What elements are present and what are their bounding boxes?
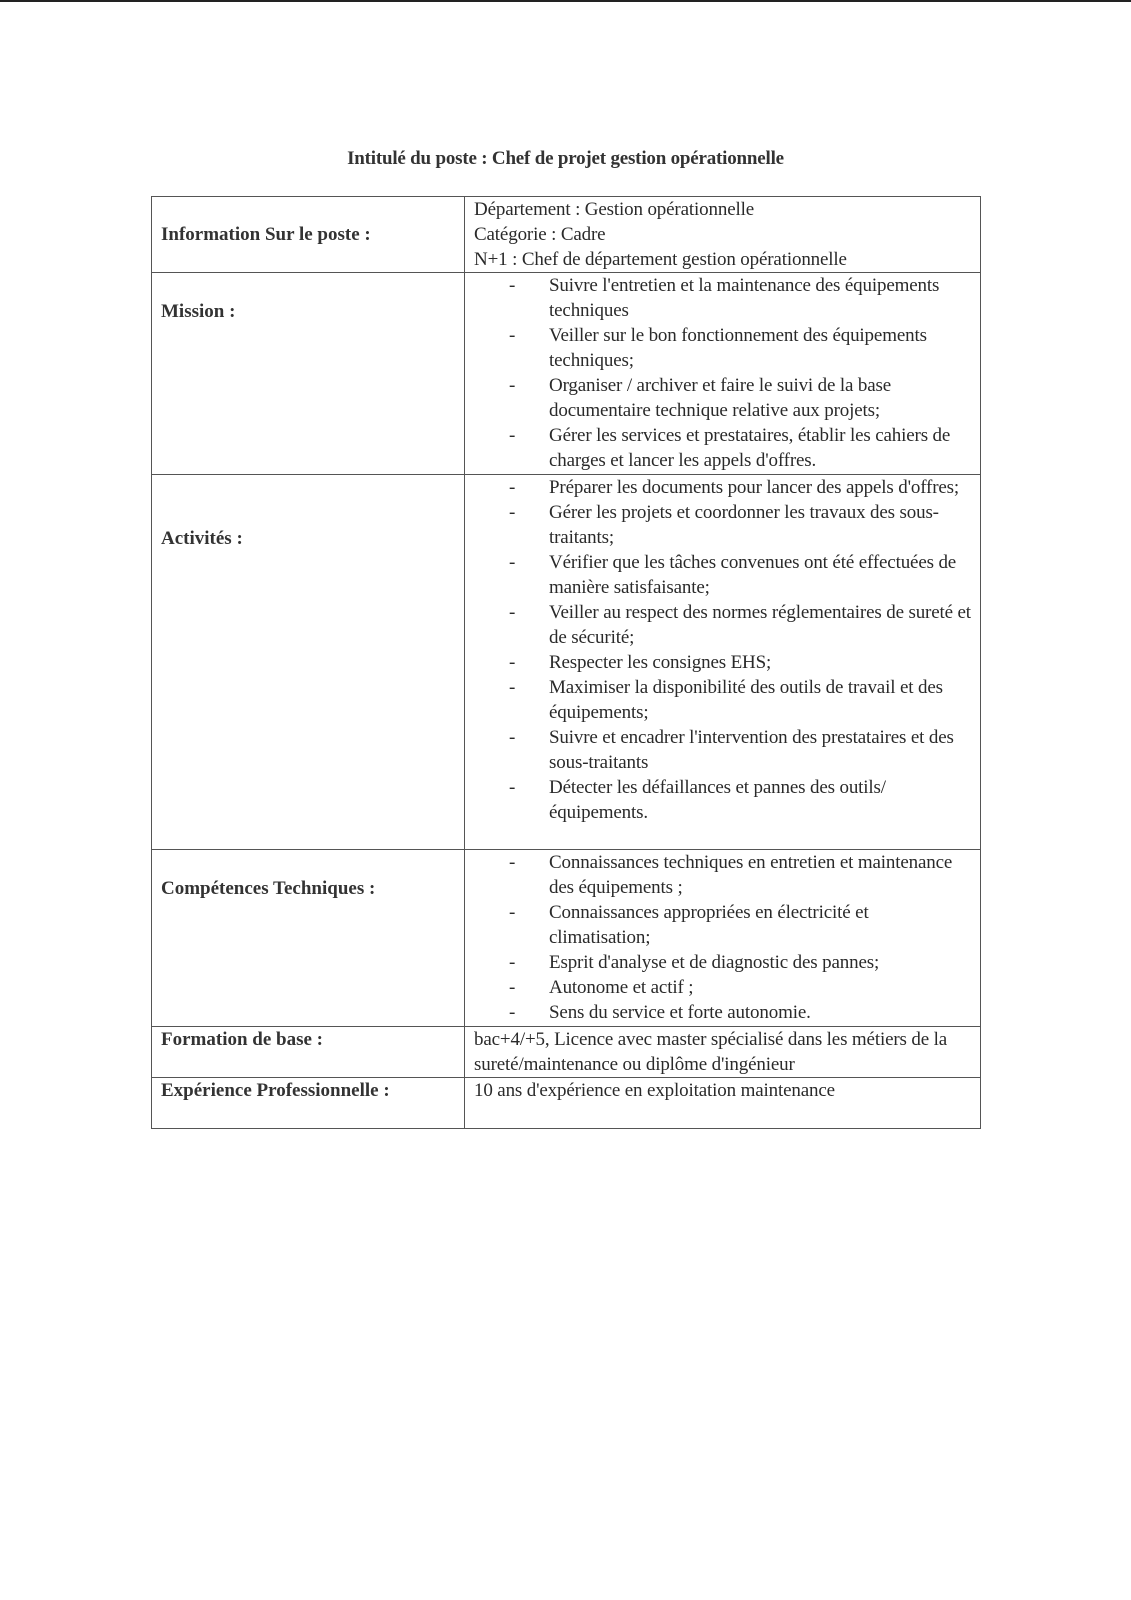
competences-list-cell [465, 850, 981, 1027]
list-item [474, 373, 974, 423]
list-item-text: Sens du service et forte autonomie. [549, 1002, 811, 1023]
manager-line: N+1 : Chef de département gestion opérationnelle [474, 249, 847, 270]
row-label-text: Activités : [161, 528, 243, 549]
table-row-competences [152, 850, 981, 1027]
list-item-text: Gérer les services et prestataires, établir les cahiers de charges et lancer les appels d'offres. [549, 425, 951, 471]
bullet-dash: - [509, 552, 516, 573]
table-row-experience [152, 1078, 981, 1129]
bullet-dash: - [509, 1002, 516, 1023]
job-description-table [151, 196, 981, 1129]
table-row-activites [152, 475, 981, 850]
list-item [474, 775, 974, 825]
list-item-text: Veiller sur le bon fonctionnement des équipements techniques; [549, 325, 927, 371]
list-item [474, 475, 974, 500]
list-item-text: Suivre l'entretien et la maintenance des équipements techniques [549, 275, 940, 321]
list-item-text: Gérer les projets et coordonner les travaux des sous-traitants; [549, 502, 939, 548]
formation-text: bac+4/+5, Licence avec master spécialisé dans les métiers de la sureté/maintenance ou diplôme d'ingénieur [465, 1027, 981, 1078]
activites-list [474, 475, 974, 825]
list-item-text: Respecter les consignes EHS; [549, 652, 772, 673]
list-item-text: Maximiser la disponibilité des outils de travail et des équipements; [549, 677, 943, 723]
list-item [474, 850, 974, 900]
list-item-text: Autonome et actif ; [549, 977, 694, 998]
bullet-dash: - [509, 502, 516, 523]
list-item [474, 975, 974, 1000]
bullet-dash: - [509, 977, 516, 998]
bullet-dash: - [509, 902, 516, 923]
row-label-text: Compétences Techniques : [161, 878, 376, 899]
list-item [474, 1000, 974, 1025]
list-item-text: Suivre et encadrer l'intervention des prestataires et des sous-traitants [549, 727, 954, 773]
department-line: Département : Gestion opérationnelle [474, 199, 755, 220]
list-item [474, 550, 974, 600]
bullet-dash: - [509, 652, 516, 673]
bullet-dash: - [509, 477, 516, 498]
table-row-formation [152, 1027, 981, 1078]
bullet-dash: - [509, 777, 516, 798]
row-label [152, 475, 465, 850]
experience-text: 10 ans d'expérience en exploitation maintenance [465, 1078, 981, 1129]
row-label-text: Mission : [161, 301, 236, 322]
list-item [474, 273, 974, 323]
bullet-dash: - [509, 602, 516, 623]
list-item-text: Veiller au respect des normes réglementaires de sureté et de sécurité; [549, 602, 971, 648]
list-item-text: Esprit d'analyse et de diagnostic des pannes; [549, 952, 880, 973]
table-row-mission [152, 273, 981, 475]
row-label: Information Sur le poste : [152, 197, 465, 273]
list-item-text: Organiser / archiver et faire le suivi de la base documentaire technique relative aux projets; [549, 375, 892, 421]
list-item-text: Vérifier que les tâches convenues ont été effectuées de manière satisfaisante; [549, 552, 957, 598]
list-item [474, 423, 974, 473]
row-label: Expérience Professionnelle : [152, 1078, 465, 1129]
scan-edge-line [0, 0, 1131, 2]
list-item [474, 500, 974, 550]
category-line: Catégorie : Cadre [474, 224, 606, 245]
list-item [474, 323, 974, 373]
bullet-dash: - [509, 275, 516, 296]
mission-list-cell [465, 273, 981, 475]
list-item [474, 600, 974, 650]
list-item-text: Préparer les documents pour lancer des appels d'offres; [549, 477, 960, 498]
mission-list [474, 273, 974, 473]
competences-list [474, 850, 974, 1025]
bullet-dash: - [509, 677, 516, 698]
info-values [465, 197, 981, 273]
bullet-dash: - [509, 425, 516, 446]
list-item [474, 900, 974, 950]
bullet-dash: - [509, 727, 516, 748]
list-item-text: Détecter les défaillances et pannes des outils/équipements. [549, 777, 886, 823]
bullet-dash: - [509, 375, 516, 396]
page-title: Intitulé du poste : Chef de projet gestion opérationnelle [347, 148, 784, 169]
row-label: Formation de base : [152, 1027, 465, 1078]
bullet-dash: - [509, 325, 516, 346]
table-row-info [152, 197, 981, 273]
row-label [152, 273, 465, 475]
list-item-text: Connaissances techniques en entretien et maintenance des équipements ; [549, 852, 953, 898]
row-label [152, 850, 465, 1027]
bullet-dash: - [509, 852, 516, 873]
list-item [474, 950, 974, 975]
list-item [474, 725, 974, 775]
list-item-text: Connaissances appropriées en électricité et climatisation; [549, 902, 869, 948]
activites-list-cell [465, 475, 981, 850]
list-item [474, 650, 974, 675]
list-item [474, 675, 974, 725]
bullet-dash: - [509, 952, 516, 973]
